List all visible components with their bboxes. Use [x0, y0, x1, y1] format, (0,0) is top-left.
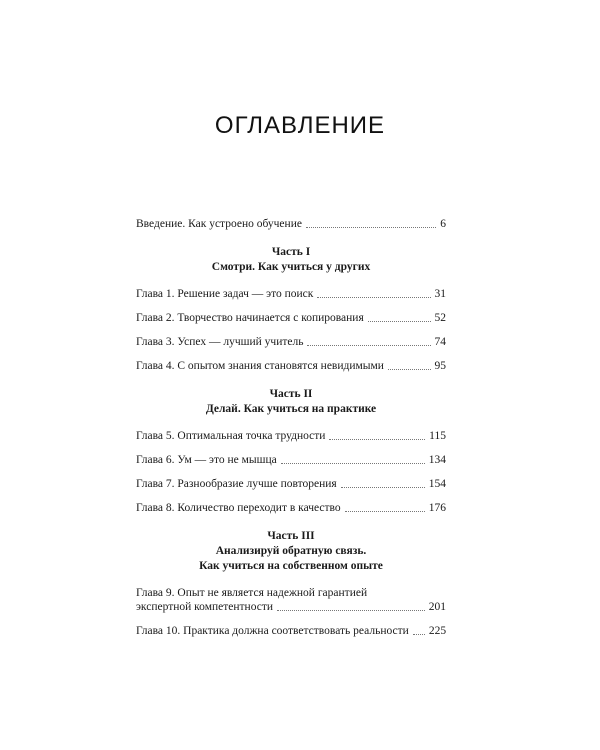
toc-entry-label: Глава 7. Разнообразие лучше повторения: [136, 478, 337, 490]
part-heading-3: [136, 529, 446, 574]
toc-entry-chapter-6[interactable]: [136, 453, 446, 467]
dot-leader: [281, 463, 425, 464]
toc-entry-page: 74: [434, 336, 446, 348]
table-of-contents: [136, 217, 446, 648]
dot-leader: [329, 439, 425, 440]
toc-entry-chapter-3[interactable]: [136, 335, 446, 349]
toc-entry-label: Глава 6. Ум — это не мышца: [136, 454, 277, 466]
part-title: Смотри. Как учиться у других: [211, 261, 371, 273]
dot-leader: [345, 511, 425, 512]
toc-entry-chapter-2[interactable]: [136, 311, 446, 325]
toc-entry-line2: [136, 600, 446, 614]
toc-entry-label: Глава 4. С опытом знания становятся невидимыми: [136, 360, 384, 372]
toc-entry-page: 225: [428, 625, 447, 637]
toc-entry-page: 115: [429, 430, 446, 442]
toc-entry-label: Глава 5. Оптимальная точка трудности: [136, 430, 326, 442]
part-label: Часть II: [269, 388, 313, 400]
dot-leader: [317, 297, 430, 298]
toc-entry-label: экспертной компетентности: [136, 601, 274, 613]
toc-entry-label-line1: Глава 9. Опыт не является надежной гарантией: [136, 587, 368, 599]
dot-leader: [413, 634, 425, 635]
toc-entry-introduction[interactable]: [136, 217, 446, 231]
dot-leader: [368, 321, 431, 322]
part-heading-2: [136, 387, 446, 417]
toc-entry-chapter-4[interactable]: [136, 359, 446, 373]
toc-entry-chapter-10[interactable]: [136, 624, 446, 638]
toc-entry-page: 6: [440, 218, 446, 230]
part-title: Делай. Как учиться на практике: [205, 403, 377, 415]
part-subtitle: Как учиться на собственном опыте: [199, 560, 383, 572]
dot-leader: [277, 610, 425, 611]
part-label: Часть I: [271, 246, 311, 258]
toc-entry-label: Глава 10. Практика должна соответствовать реальности: [136, 625, 409, 637]
dot-leader: [388, 369, 431, 370]
dot-leader: [341, 487, 425, 488]
toc-entry-page: 95: [434, 360, 446, 372]
toc-entry-page: 52: [434, 312, 446, 324]
part-label: Часть III: [267, 530, 315, 542]
toc-entry-page: 31: [434, 288, 446, 300]
toc-entry-label: Введение. Как устроено обучение: [136, 218, 302, 230]
toc-entry-page: 154: [428, 478, 446, 490]
dot-leader: [306, 227, 436, 228]
toc-entry-chapter-5[interactable]: [136, 429, 446, 443]
toc-entry-chapter-9[interactable]: [136, 586, 446, 614]
toc-entry-page: 134: [428, 454, 446, 466]
toc-entry-label: Глава 3. Успех — лучший учитель: [136, 336, 304, 348]
dot-leader: [307, 345, 430, 346]
part-heading-1: [136, 245, 446, 275]
page-title: ОГЛАВЛЕНИЕ: [214, 112, 386, 139]
part-title: Анализируй обратную связь.: [215, 545, 367, 557]
toc-entry-label: Глава 2. Творчество начинается с копирования: [136, 312, 364, 324]
toc-entry-chapter-8[interactable]: [136, 501, 446, 515]
toc-entry-page: 201: [428, 601, 446, 613]
toc-entry-label: Глава 8. Количество переходит в качество: [136, 502, 341, 514]
toc-entry-label: Глава 1. Решение задач — это поиск: [136, 288, 314, 300]
toc-entry-chapter-7[interactable]: [136, 477, 446, 491]
toc-entry-page: 176: [428, 502, 446, 514]
toc-entry-chapter-1[interactable]: [136, 287, 446, 301]
